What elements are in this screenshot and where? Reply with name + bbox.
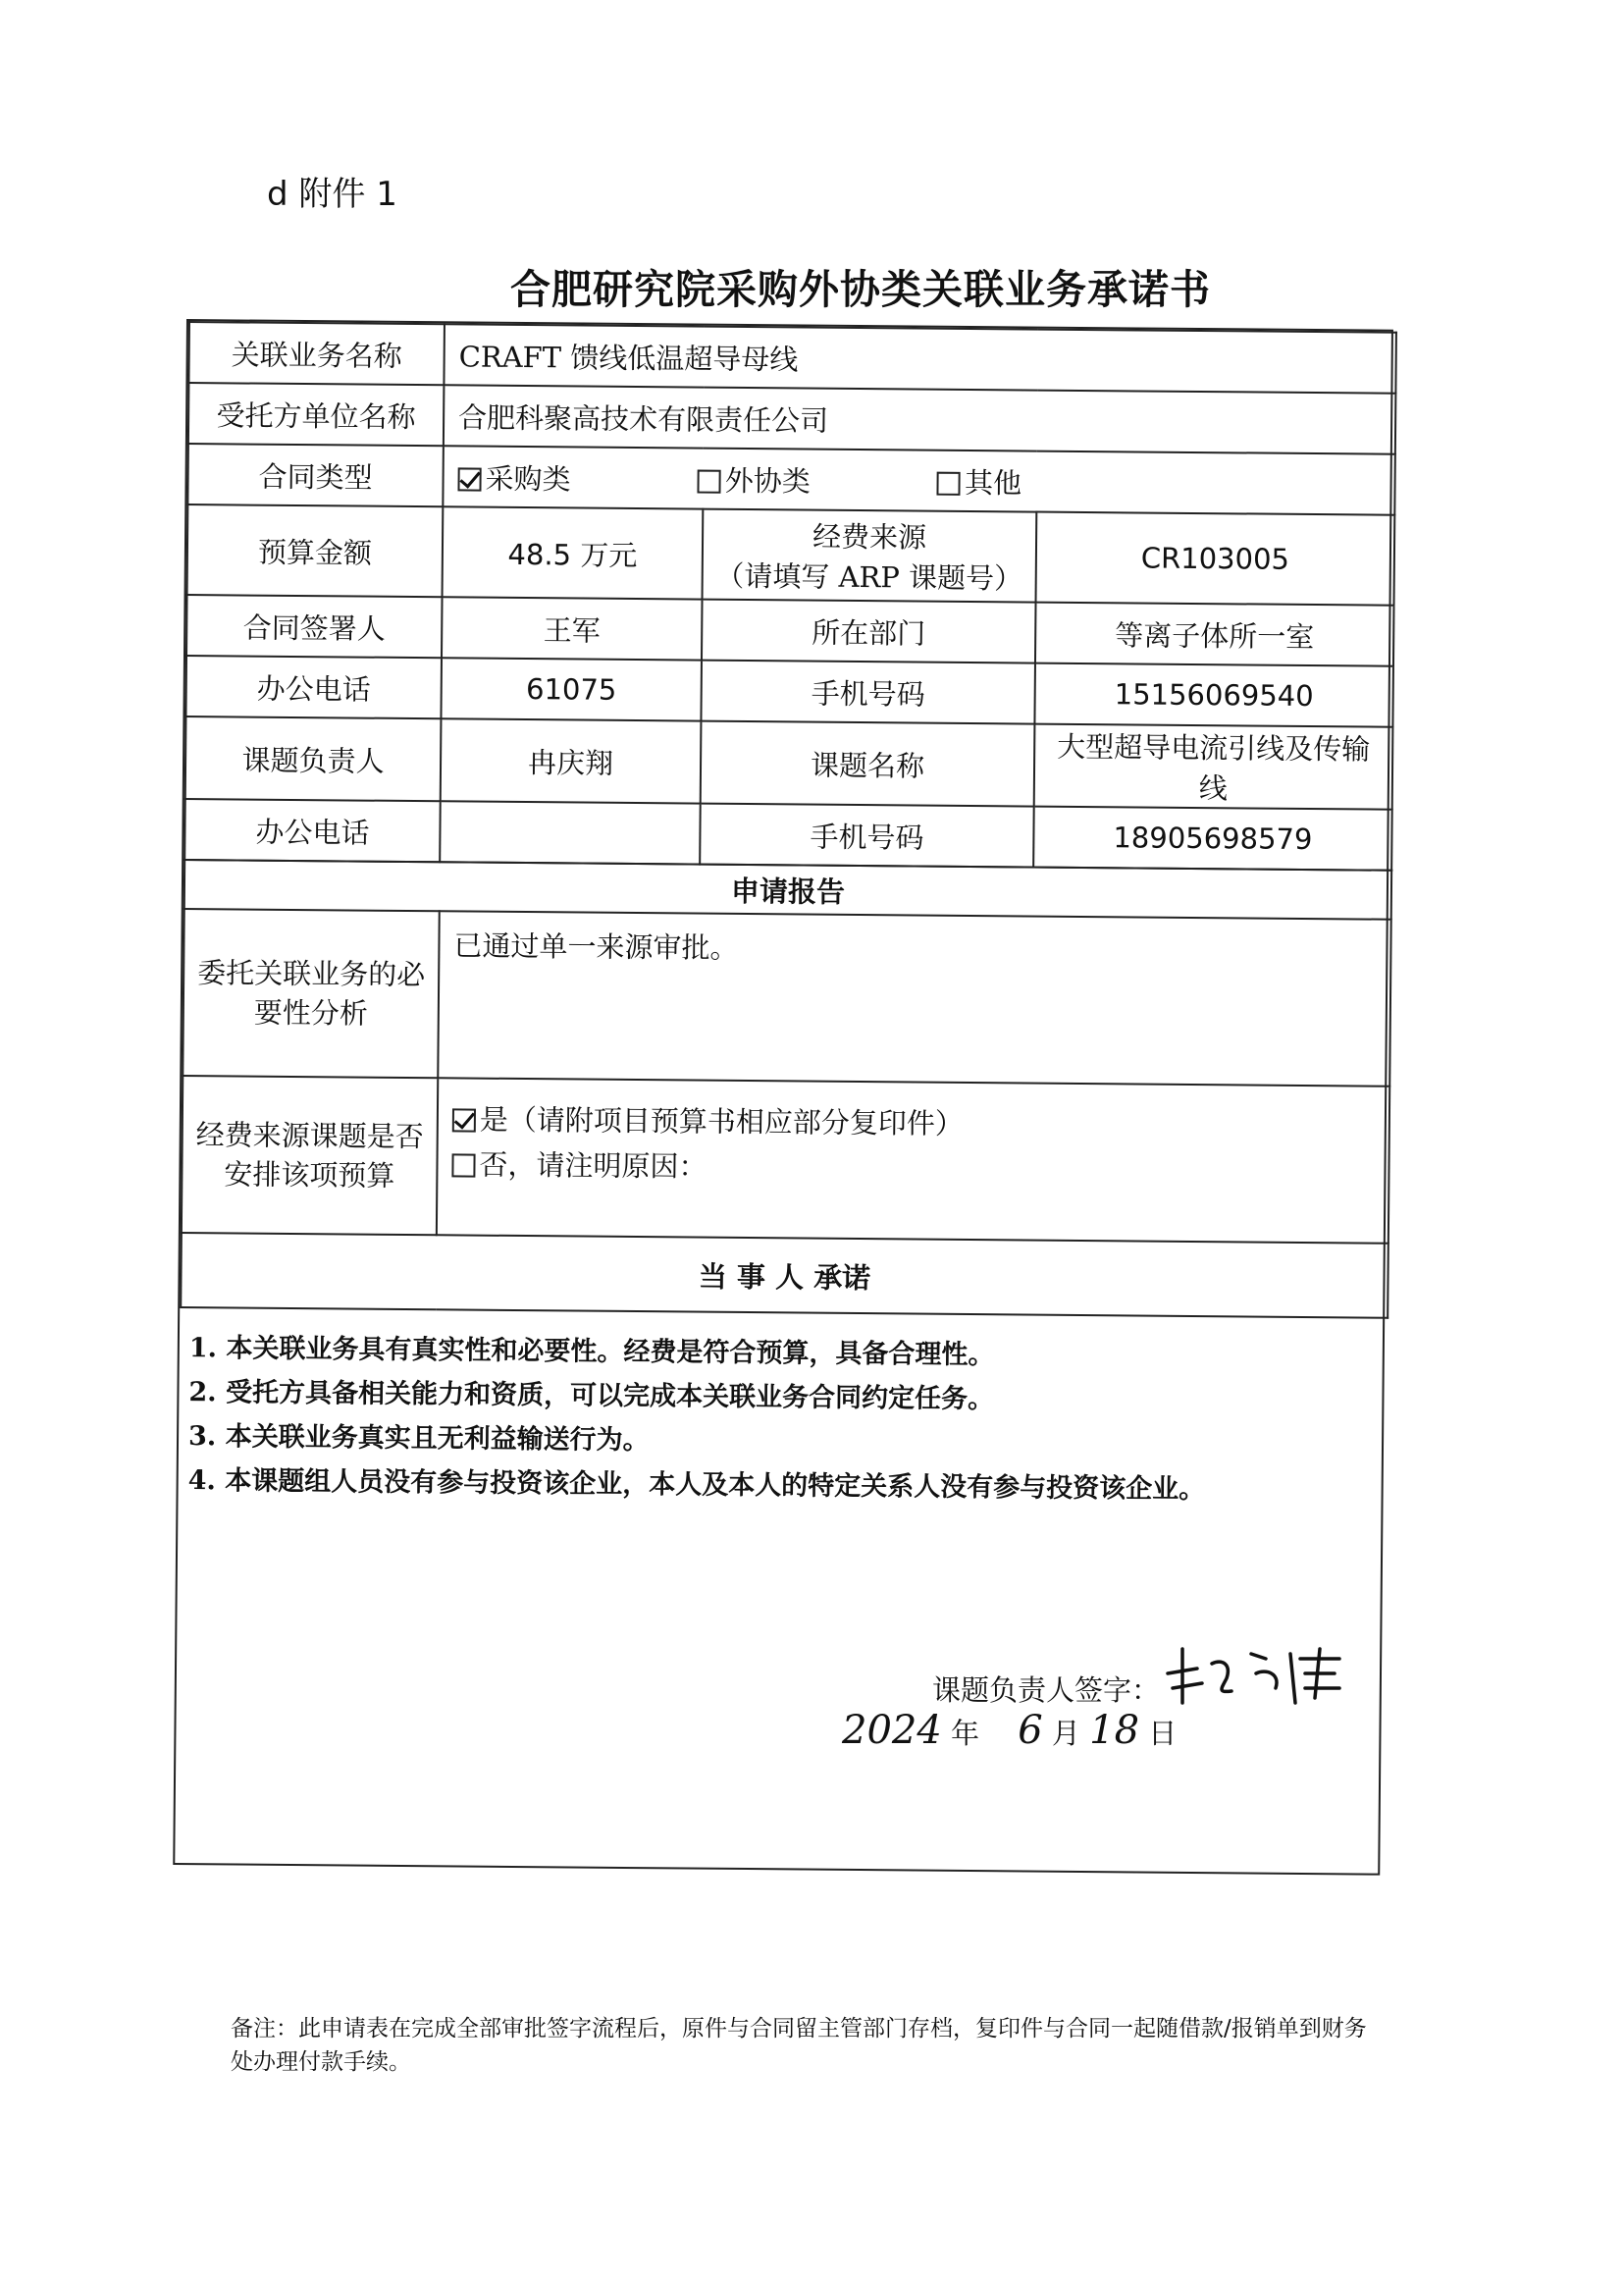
contractor-value: 合肥科聚高技术有限责任公司 [444,385,1396,453]
footnote: 备注：此申请表在完成全部审批签字流程后，原件与合同留主管部门存档，复印件与合同一起随借款/报销单到财务处办理付款手续。 [231,2016,1367,2075]
dept-value: 等离子体所一室 [1035,603,1394,666]
budget-row [187,504,1395,606]
signer-value: 王军 [442,597,703,660]
date-month-suffix: 月 [1051,1717,1080,1750]
dept-label: 所在部门 [702,600,1036,663]
application-report-table [180,859,1392,1319]
commitment-item: 1. 本关联业务具有真实性和必要性。经费是符合预算，具备合理性。 [188,1333,995,1371]
date-day: 18 [1089,1708,1140,1753]
project-name-value: 大型超导电流引线及传输线 [1034,724,1393,810]
budget-check-label: 经费来源课题是否安排该项预算 [182,1076,438,1235]
date-day-suffix: 日 [1148,1717,1178,1750]
pi-mobile-value: 18905698579 [1033,807,1392,871]
checkbox-checked-icon[interactable] [457,467,481,491]
budget-check-row [182,1076,1389,1244]
budget-yes-option[interactable]: 是（请附项目预算书相应部分复印件） [452,1096,1381,1149]
pi-value: 冉庆翔 [441,718,702,803]
date-month: 6 [1018,1708,1043,1753]
fund-source-label-line2: （请填写 ARP 课题号） [715,558,1023,596]
attachment-label: d 附件 1 [267,175,397,214]
checkbox-empty-icon[interactable] [451,1153,475,1177]
pi-office-phone-label: 办公电话 [184,799,441,862]
contract-type-row [187,444,1394,515]
commitment-list [178,1308,1383,1513]
signer-label: 合同签署人 [186,595,443,658]
fund-source-label-line1: 经费来源 [812,519,927,555]
signature-date [842,1708,1177,1753]
checkbox-empty-icon[interactable] [937,471,961,495]
commitment-item: 4. 本课题组人员没有参与投资该企业，本人及本人的特定关系人没有参与投资该企业。 [187,1465,1206,1506]
budget-check-options [437,1078,1389,1243]
contract-type-options [443,446,1395,514]
contract-type-label: 合同类型 [187,444,444,506]
office-phone-value: 61075 [441,658,702,720]
pi-row [185,716,1393,810]
fund-source-label [703,509,1037,603]
checkbox-empty-icon[interactable] [698,469,721,493]
budget-label: 预算金额 [187,504,444,597]
mobile-value: 15156069540 [1034,663,1393,727]
date-year: 2024 [842,1708,942,1753]
necessity-row [183,909,1390,1087]
handwritten-signature [1158,1634,1354,1717]
signer-row [186,595,1393,666]
necessity-text: 已通过单一来源审批。 [438,911,1390,1086]
project-name-label: 课题名称 [701,721,1035,807]
contract-type-option[interactable]: 采购类 [457,456,570,498]
business-name-value: CRAFT 馈线低温超导母线 [444,324,1396,393]
pi-label: 课题负责人 [185,716,442,801]
contract-type-option[interactable]: 其他 [937,460,1022,502]
contractor-row [188,383,1395,454]
checkbox-checked-icon[interactable] [452,1108,476,1132]
pi-office-phone-value [440,801,701,864]
contract-type-option[interactable]: 外协类 [698,458,811,500]
fund-source-value: CR103005 [1036,512,1395,606]
office-phone-label: 办公电话 [185,656,442,718]
page-title: 合肥研究院采购外协类关联业务承诺书 [510,266,1211,313]
commitment-heading-row [181,1233,1388,1318]
date-year-suffix: 年 [951,1717,980,1750]
necessity-label: 委托关联业务的必要性分析 [183,909,439,1078]
commitment-heading: 当 事 人 承诺 [181,1233,1388,1318]
contractor-label: 受托方单位名称 [188,383,445,446]
commitment-item: 3. 本关联业务真实且无利益输送行为。 [187,1421,650,1457]
info-table [183,321,1397,872]
signature-label: 课题负责人签字： [932,1673,1161,1707]
commitment-item: 2. 受托方具备相关能力和资质，可以完成本关联业务合同约定任务。 [188,1377,995,1415]
application-report-heading: 申请报告 [184,860,1391,920]
business-name-label: 关联业务名称 [188,322,445,385]
budget-value: 48.5 万元 [443,506,704,599]
business-name-row [188,322,1395,394]
pi-mobile-label: 手机号码 [700,804,1034,868]
office-phone-row [185,656,1392,727]
mobile-label: 手机号码 [701,661,1035,724]
budget-no-option[interactable]: 否，请注明原因： [451,1141,1380,1194]
